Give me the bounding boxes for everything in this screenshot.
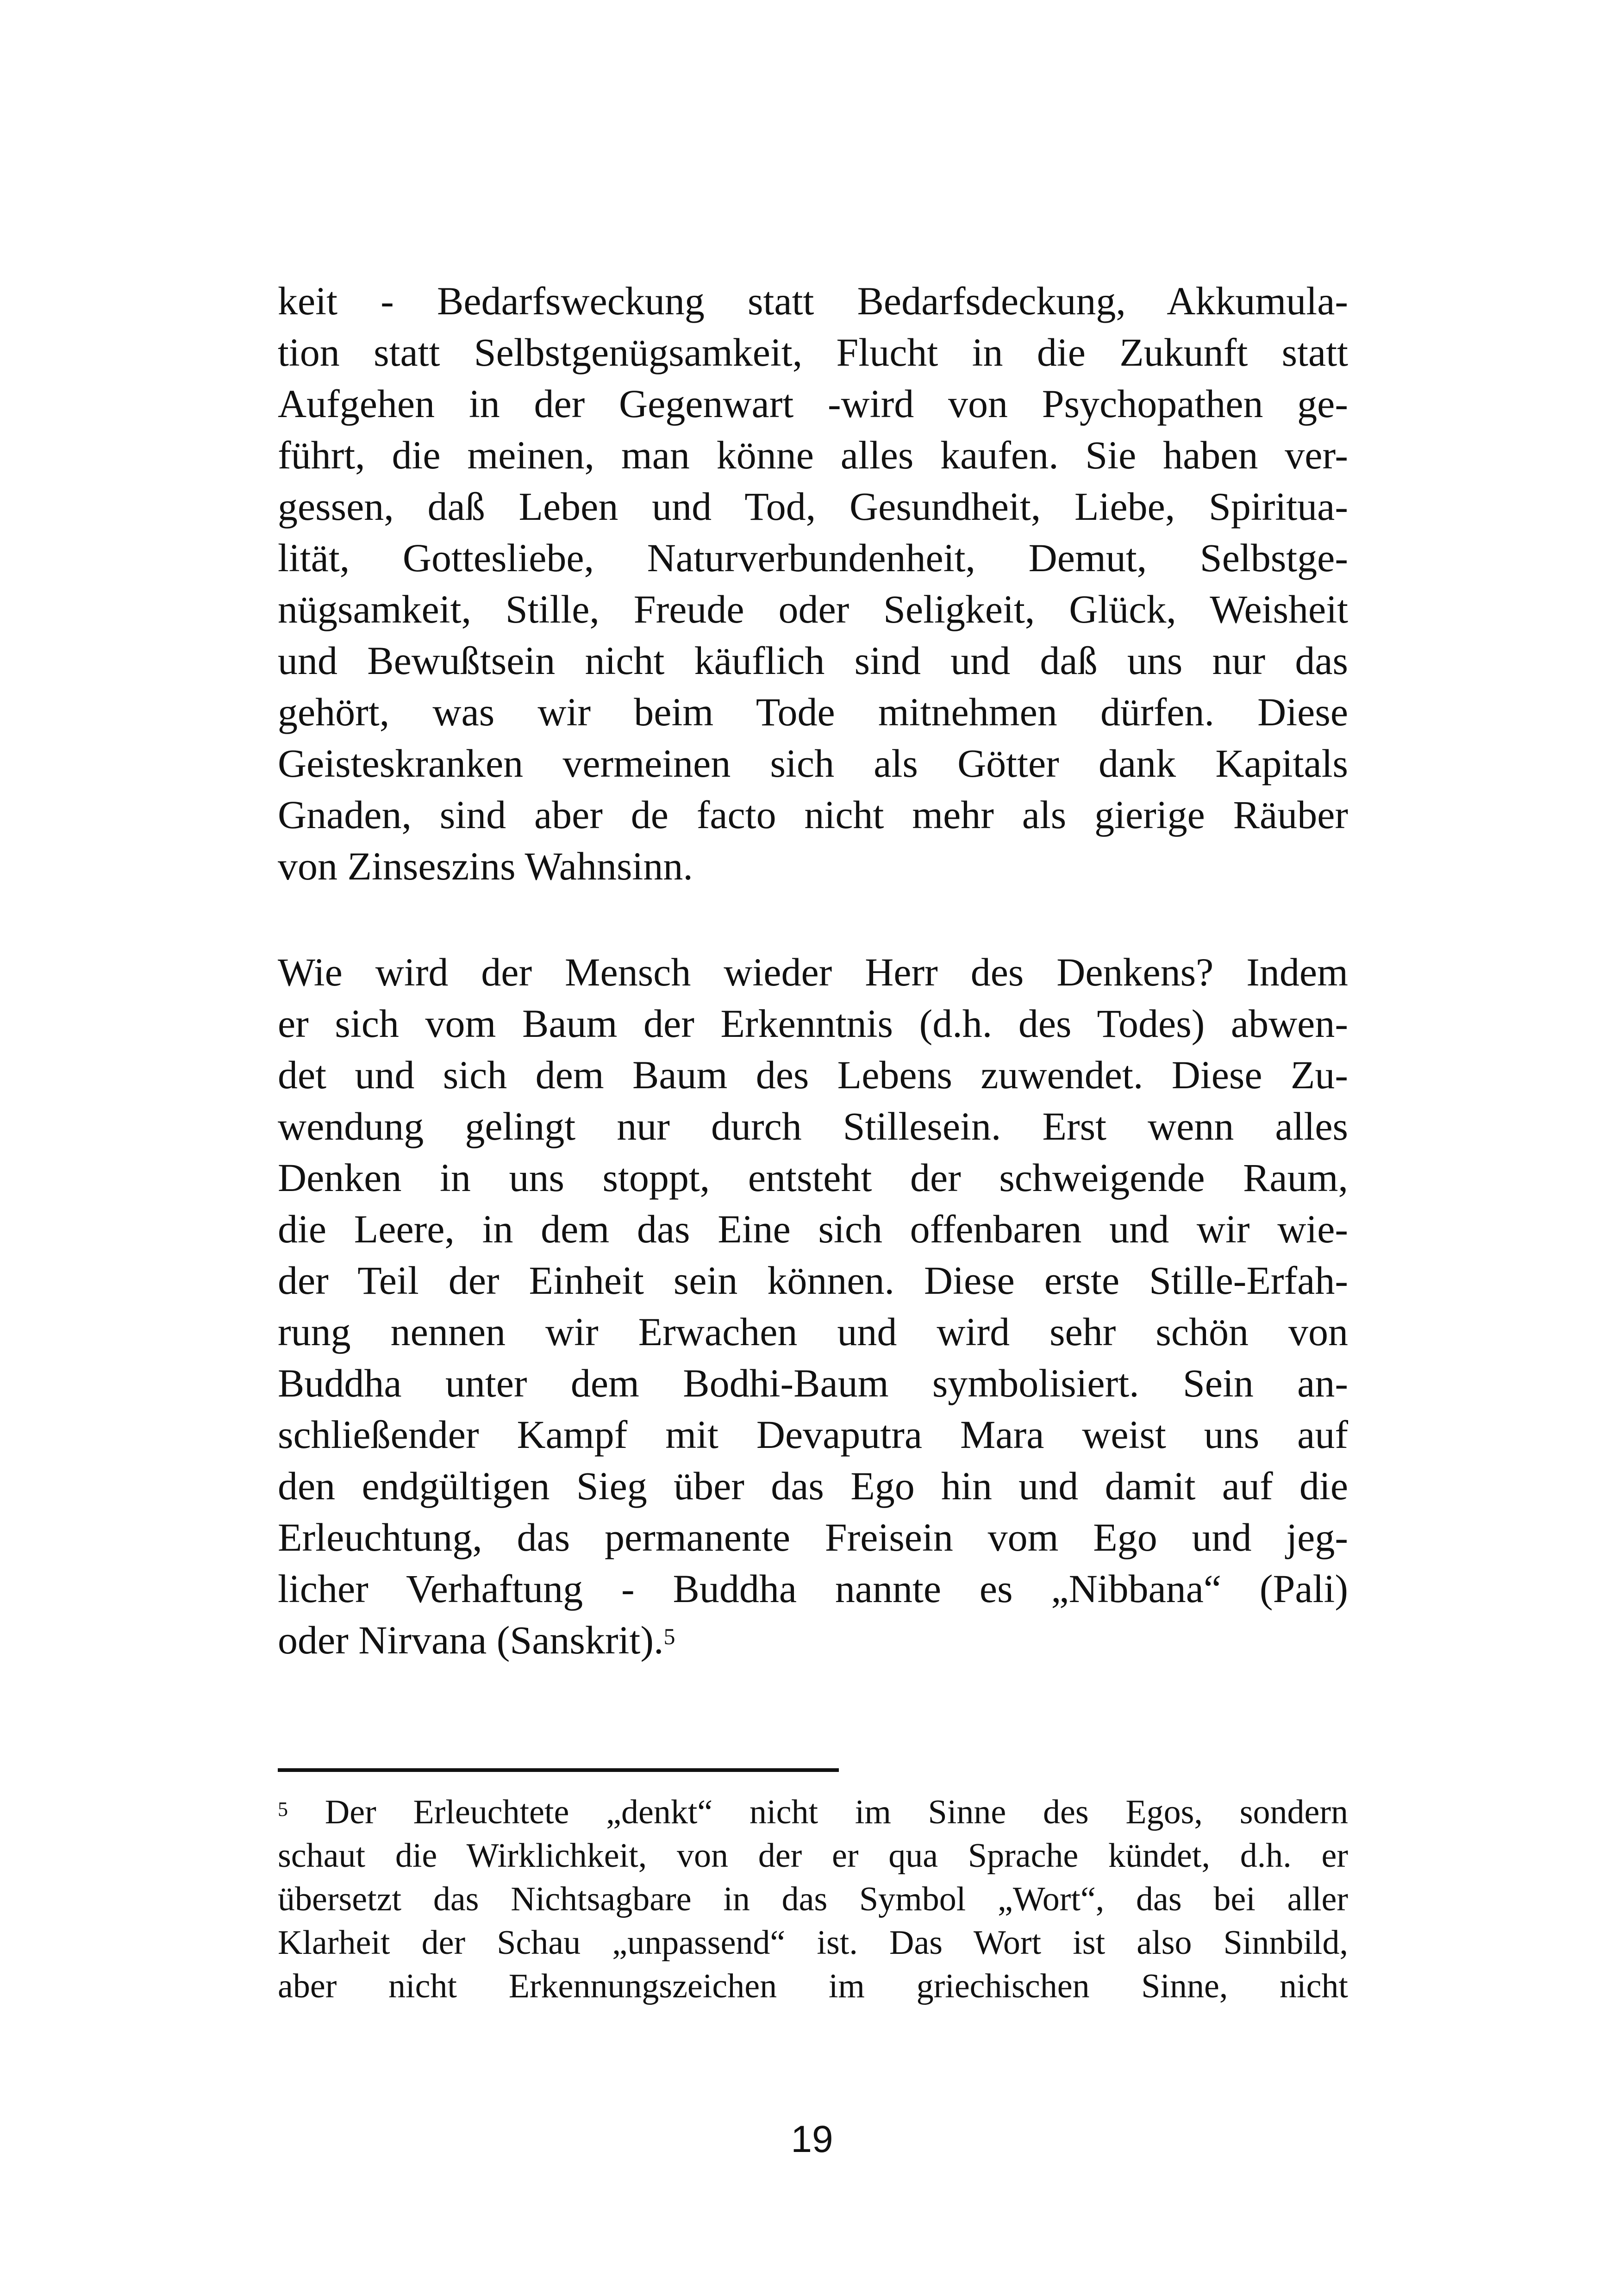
footnote-line: Klarheit der Schau „unpassend“ ist. Das Wort ist also Sinnbild, [278, 1924, 1348, 1962]
paragraph-line: von Zinseszins Wahnsinn. [278, 844, 693, 888]
footnote [278, 1790, 1348, 2008]
paragraph-line: wendung gelingt nur durch Stillesein. Erst wenn alles [278, 1104, 1348, 1148]
footnote-line: übersetzt das Nichtsagbare in das Symbol „Wort“, das bei aller [278, 1880, 1348, 1918]
paragraph-line: keit - Bedarfsweckung statt Bedarfsdeckung, Akkumula- [278, 279, 1348, 323]
paragraph-line: licher Verhaftung - Buddha nannte es „Nibbana“ (Pali) [278, 1566, 1348, 1611]
paragraph-line: den endgültigen Sieg über das Ego hin und damit auf die [278, 1464, 1348, 1508]
paragraph-line-text: oder Nirvana (Sanskrit). [278, 1618, 664, 1662]
paragraph-line: lität, Gottesliebe, Naturverbundenheit, Demut, Selbstge- [278, 536, 1348, 580]
paragraph-line: Geisteskranken vermeinen sich als Götter dank Kapitals [278, 741, 1348, 786]
footnote-line-first [278, 1790, 1348, 1834]
paragraph-line: Erleuchtung, das permanente Freisein vom Ego und jeg- [278, 1515, 1348, 1559]
paragraph-line-last [278, 1615, 1348, 1666]
paragraph-line: er sich vom Baum der Erkenntnis (d.h. des Todes) abwen- [278, 1001, 1348, 1046]
paragraph-line: schließender Kampf mit Devaputra Mara weist uns auf [278, 1412, 1348, 1457]
paragraph-line: gessen, daß Leben und Tod, Gesundheit, Liebe, Spiritua- [278, 484, 1348, 529]
body-paragraph-2 [278, 947, 1348, 1666]
paragraph-line: Wie wird der Mensch wieder Herr des Denkens? Indem [278, 950, 1348, 994]
paragraph-line: gehört, was wir beim Tode mitnehmen dürfen. Diese [278, 690, 1348, 734]
page-number: 19 [791, 2118, 833, 2160]
paragraph-line: der Teil der Einheit sein können. Diese erste Stille-Erfah- [278, 1258, 1348, 1303]
paragraph-line: Aufgehen in der Gegenwart -wird von Psychopathen ge- [278, 381, 1348, 426]
footnote-line: schaut die Wirklichkeit, von der er qua Sprache kündet, d.h. er [278, 1837, 1348, 1875]
footnote-line: aber nicht Erkennungszeichen im griechischen Sinne, nicht [278, 1967, 1348, 2005]
paragraph-line: tion statt Selbstgenügsamkeit, Flucht in die Zukunft statt [278, 330, 1348, 374]
paragraph-line: und Bewußtsein nicht käuflich sind und daß uns nur das [278, 638, 1348, 683]
paragraph-line: nügsamkeit, Stille, Freude oder Seligkeit, Glück, Weisheit [278, 587, 1348, 631]
paragraph-line: det und sich dem Baum des Lebens zuwendet. Diese Zu- [278, 1053, 1348, 1097]
footnote-marker: 5 [278, 1798, 288, 1821]
paragraph-line: rung nennen wir Erwachen und wird sehr schön von [278, 1310, 1348, 1354]
footnote-separator [278, 1768, 839, 1772]
paragraph-line: die Leere, in dem das Eine sich offenbaren und wir wie- [278, 1207, 1348, 1251]
footnote-line-text: Der Erleuchtete „denkt“ nicht im Sinne des Egos, sondern [288, 1793, 1348, 1831]
paragraph-line: Denken in uns stoppt, entsteht der schweigende Raum, [278, 1155, 1348, 1200]
paragraph-line: Gnaden, sind aber de facto nicht mehr als gierige Räuber [278, 792, 1348, 837]
paragraph-line: Buddha unter dem Bodhi-Baum symbolisiert. Sein an- [278, 1361, 1348, 1405]
footnote-reference: 5 [663, 1623, 675, 1649]
paragraph-line: führt, die meinen, man könne alles kaufen. Sie haben ver- [278, 433, 1348, 477]
body-paragraph-1 [278, 275, 1348, 892]
